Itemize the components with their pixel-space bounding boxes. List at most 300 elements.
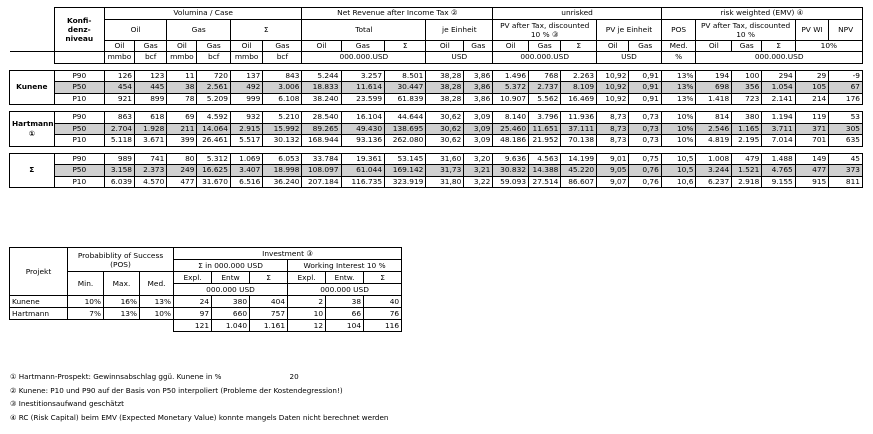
table-cell: 371 <box>795 123 828 135</box>
table-cell: 149 <box>795 153 828 165</box>
unrisked-header: unrisked <box>493 8 662 20</box>
table-cell: 2.546 <box>696 123 732 135</box>
table-cell: 9,01 <box>597 153 629 165</box>
project-name: Kunene <box>10 296 68 308</box>
total-cell: 12 <box>288 320 326 332</box>
table-row <box>10 296 402 308</box>
gas-subheader: Gas <box>732 40 762 52</box>
table-cell: 24 <box>174 296 212 308</box>
table-cell: 8.501 <box>385 70 426 82</box>
table-cell: 176 <box>829 93 863 105</box>
gas-group-header: Gas <box>167 19 231 40</box>
oil-subheader: Oil <box>493 40 529 52</box>
table-cell: 38,28 <box>426 93 464 105</box>
table-cell: 61.839 <box>385 93 426 105</box>
med-subheader: Med. <box>661 40 696 52</box>
table-cell: 70.138 <box>561 135 597 147</box>
confidence-level: P10 <box>54 93 104 105</box>
footnotes <box>10 370 388 424</box>
table-cell: 211 <box>167 123 197 135</box>
table-cell: 0,76 <box>629 176 661 188</box>
confidence-level: P90 <box>54 70 104 82</box>
table-cell: 811 <box>829 176 863 188</box>
table-cell: 126 <box>104 70 134 82</box>
total-cell: 104 <box>326 320 364 332</box>
table-cell: 86.607 <box>561 176 597 188</box>
table-cell: 4.819 <box>696 135 732 147</box>
table-cell: 8.109 <box>561 82 597 94</box>
table-cell: 3,21 <box>464 165 493 177</box>
table-cell: 10 <box>288 308 326 320</box>
total-cell: 1.040 <box>212 320 250 332</box>
oil-subheader: Oil <box>104 40 134 52</box>
table-cell: 15.992 <box>263 123 302 135</box>
footnote-text: ④ RC (Risk Capital) beim EMV (Expected Monetary Value) konnte mangels Daten nicht berechnet werden <box>10 412 389 422</box>
table-cell: 36.240 <box>263 176 302 188</box>
table-cell: 3.671 <box>134 135 166 147</box>
pct10-subheader: 10% <box>795 40 862 52</box>
table-cell: 3.257 <box>341 70 385 82</box>
gas-subheader: Gas <box>464 40 493 52</box>
table-cell: 16.469 <box>561 93 597 105</box>
table-cell: 7% <box>68 308 104 320</box>
table-cell: 863 <box>104 112 134 124</box>
table-cell: 0,91 <box>629 93 661 105</box>
confidence-level: P50 <box>54 82 104 94</box>
table-cell: 48.186 <box>493 135 529 147</box>
table-cell: 1.069 <box>230 153 262 165</box>
sigma-subheader: Σ <box>762 40 795 52</box>
table-cell: 305 <box>829 123 863 135</box>
table-cell: 13% <box>140 296 174 308</box>
table-cell: 26.461 <box>197 135 230 147</box>
table-cell: 2.918 <box>732 176 762 188</box>
table-cell: 10% <box>140 308 174 320</box>
project-name: Hartmann <box>10 308 68 320</box>
table-cell: 2.263 <box>561 70 597 82</box>
sigma-subheader: Σ <box>385 40 426 52</box>
table-cell: 445 <box>134 82 166 94</box>
table-cell: 0,75 <box>629 153 661 165</box>
table-cell: 4.765 <box>762 165 795 177</box>
gas-subheader: Gas <box>263 40 302 52</box>
table-cell: 249 <box>167 165 197 177</box>
total-cell: 1.161 <box>250 320 288 332</box>
table-cell: 477 <box>167 176 197 188</box>
total-header: Total <box>302 19 426 40</box>
table-cell: 6.039 <box>104 176 134 188</box>
pv-wi-header: PV WI <box>795 19 828 40</box>
table-row <box>10 123 863 135</box>
table-cell: 1.928 <box>134 123 166 135</box>
volumina-header: Volumina / Case <box>104 8 302 20</box>
table-row <box>10 165 863 177</box>
projekt-header: Projekt <box>10 248 68 296</box>
unit-bcf: bcf <box>134 52 166 64</box>
max-header: Max. <box>104 272 140 296</box>
table-cell: 207.184 <box>302 176 341 188</box>
table-row <box>10 308 402 320</box>
table-cell: 108.097 <box>302 165 341 177</box>
confidence-level: P90 <box>54 153 104 165</box>
table-cell: 16.625 <box>197 165 230 177</box>
table-cell: 1.008 <box>696 153 732 165</box>
investment-header: Investment ③ <box>174 248 402 260</box>
unit-usd-000: 000.000.USD <box>696 52 863 64</box>
table-cell: 5.209 <box>197 93 230 105</box>
table-cell: 380 <box>732 112 762 124</box>
table-cell: 6.516 <box>230 176 262 188</box>
totals-row <box>10 320 402 332</box>
footnote-text: ③ Inestitionsaufwand geschätzt <box>10 399 124 408</box>
table-cell: 10% <box>68 296 104 308</box>
table-cell: 31,73 <box>426 165 464 177</box>
confidence-level: P10 <box>54 176 104 188</box>
table-cell: 80 <box>167 153 197 165</box>
table-cell: 9,05 <box>597 165 629 177</box>
oil-subheader: Oil <box>426 40 464 52</box>
table-cell: 1.054 <box>762 82 795 94</box>
table-cell: 89.265 <box>302 123 341 135</box>
table-cell: 3.407 <box>230 165 262 177</box>
sigma-header: Σ <box>250 272 288 284</box>
table-cell: 932 <box>230 112 262 124</box>
table-cell: 8,73 <box>597 123 629 135</box>
table-cell: 21.952 <box>529 135 561 147</box>
table-cell: 214 <box>795 93 828 105</box>
table-cell: 2.141 <box>762 93 795 105</box>
table-cell: 294 <box>762 70 795 82</box>
table-cell: 380 <box>212 296 250 308</box>
total-cell: 121 <box>174 320 212 332</box>
table-cell: 10,6 <box>661 176 696 188</box>
table-cell: 23.599 <box>341 93 385 105</box>
table-cell: 1.488 <box>762 153 795 165</box>
table-cell: 10,92 <box>597 70 629 82</box>
table-cell: 138.695 <box>385 123 426 135</box>
table-cell: 6.053 <box>263 153 302 165</box>
working-interest-header: Working Interest 10 % <box>288 260 402 272</box>
unit-bcf: bcf <box>263 52 302 64</box>
oil-subheader: Oil <box>167 40 197 52</box>
expl-header: Expl. <box>174 272 212 284</box>
table-cell: -9 <box>829 70 863 82</box>
table-cell: 989 <box>104 153 134 165</box>
table-cell: 10% <box>661 123 696 135</box>
sigma-header: Σ <box>364 272 402 284</box>
table-cell: 814 <box>696 112 732 124</box>
table-cell: 30.132 <box>263 135 302 147</box>
investment-table-body <box>10 296 402 332</box>
table-cell: 5.372 <box>493 82 529 94</box>
table-cell: 3,86 <box>464 93 493 105</box>
table-cell: 4.592 <box>197 112 230 124</box>
table-cell: 9.636 <box>493 153 529 165</box>
net-revenue-header: Net Revenue after Income Tax ② <box>302 8 493 20</box>
je-einheit-header: je Einheit <box>426 19 493 40</box>
entw-header: Entw <box>212 272 250 284</box>
table-cell: 6.108 <box>263 93 302 105</box>
in-000-header: Σ in 000.000 USD <box>174 260 288 272</box>
table-cell: 18.833 <box>302 82 341 94</box>
table-cell: 13% <box>104 308 140 320</box>
table-cell: 723 <box>732 93 762 105</box>
table-cell: 0,91 <box>629 70 661 82</box>
table-cell: 5.517 <box>230 135 262 147</box>
table-cell: 16.104 <box>341 112 385 124</box>
table-cell: 194 <box>696 70 732 82</box>
table-cell: 29 <box>795 70 828 82</box>
table-cell: 19.361 <box>341 153 385 165</box>
table-cell: 5.244 <box>302 70 341 82</box>
unit-bcf: bcf <box>197 52 230 64</box>
table-cell: 105 <box>795 82 828 94</box>
risk-weighted-header: risk weighted (EMV) ④ <box>661 8 862 20</box>
table-cell: 5.562 <box>529 93 561 105</box>
footnote-text: ① Hartmann-Prospekt: Gewinnsabschlag ggü. Kunene in % <box>10 372 222 381</box>
pv-risked-header: PV after Tax, discounted 10 % <box>696 19 795 40</box>
table-cell: 701 <box>795 135 828 147</box>
table-cell: 10% <box>661 135 696 147</box>
table-cell: 93.136 <box>341 135 385 147</box>
table-cell: 10,5 <box>661 165 696 177</box>
table-row <box>10 112 863 124</box>
table-cell: 999 <box>230 93 262 105</box>
pos-header: POS <box>661 19 696 40</box>
table-cell: 10% <box>661 112 696 124</box>
table-cell: 3.006 <box>263 82 302 94</box>
table-cell: 137 <box>230 70 262 82</box>
table-cell: 100 <box>732 70 762 82</box>
table-cell: 8,73 <box>597 112 629 124</box>
unit-usd-header: 000.000 USD <box>288 284 402 296</box>
table-cell: 492 <box>230 82 262 94</box>
table-cell: 618 <box>134 112 166 124</box>
table-cell: 53 <box>829 112 863 124</box>
table-cell: 3.796 <box>529 112 561 124</box>
unit-usd-000: 000.000.USD <box>302 52 426 64</box>
sigma-subheader: Σ <box>561 40 597 52</box>
min-header: Min. <box>68 272 104 296</box>
table-cell: 45 <box>829 153 863 165</box>
table-cell: 3.244 <box>696 165 732 177</box>
footnote <box>10 370 388 384</box>
footnote <box>10 411 388 425</box>
table-cell: 3.711 <box>762 123 795 135</box>
table-cell: 38.240 <box>302 93 341 105</box>
table-cell: 3,09 <box>464 123 493 135</box>
table-cell: 9.155 <box>762 176 795 188</box>
table-cell: 0,73 <box>629 123 661 135</box>
table-cell: 9,07 <box>597 176 629 188</box>
table-cell: 33.784 <box>302 153 341 165</box>
entw-header: Entw. <box>326 272 364 284</box>
table-cell: 0,73 <box>629 135 661 147</box>
confidence-level: P50 <box>54 165 104 177</box>
confidence-level: P10 <box>54 135 104 147</box>
table-cell: 404 <box>250 296 288 308</box>
unit-usd-000: 000.000.USD <box>493 52 597 64</box>
table-cell: 11.614 <box>341 82 385 94</box>
table-cell: 13% <box>661 82 696 94</box>
table-cell: 635 <box>829 135 863 147</box>
project-name: Hartmann ① <box>10 112 55 147</box>
table-cell: 30,62 <box>426 135 464 147</box>
table-cell: 53.145 <box>385 153 426 165</box>
table-cell: 69 <box>167 112 197 124</box>
pv-unrisked-header: PV after Tax, discounted 10 % ③ <box>493 19 597 40</box>
table-cell: 38 <box>326 296 364 308</box>
unit-usd: USD <box>597 52 662 64</box>
table-cell: 2.737 <box>529 82 561 94</box>
table-cell: 843 <box>263 70 302 82</box>
investment-table <box>9 247 402 332</box>
table-row <box>10 135 863 147</box>
table-cell: 3,20 <box>464 153 493 165</box>
table-cell: 1.521 <box>732 165 762 177</box>
table-cell: 0,76 <box>629 165 661 177</box>
table-cell: 2.373 <box>134 165 166 177</box>
oil-subheader: Oil <box>597 40 629 52</box>
table-cell: 40 <box>364 296 402 308</box>
main-table-body <box>10 63 863 188</box>
table-cell: 30,62 <box>426 123 464 135</box>
table-cell: 3,09 <box>464 135 493 147</box>
konfidenz-header: Konfi-denz-niveau <box>54 8 104 52</box>
table-cell: 10,5 <box>661 153 696 165</box>
table-cell: 2.915 <box>230 123 262 135</box>
table-cell: 31,80 <box>426 176 464 188</box>
table-cell: 11 <box>167 70 197 82</box>
table-cell: 18.998 <box>263 165 302 177</box>
med-header: Med. <box>140 272 174 296</box>
table-cell: 3,86 <box>464 70 493 82</box>
table-cell: 169.142 <box>385 165 426 177</box>
table-cell: 4.563 <box>529 153 561 165</box>
pos-header: Probabiblity of Success (POS) <box>68 248 174 272</box>
table-cell: 59.093 <box>493 176 529 188</box>
table-cell: 698 <box>696 82 732 94</box>
table-cell: 720 <box>197 70 230 82</box>
unit-pct: % <box>661 52 696 64</box>
table-cell: 0,91 <box>629 82 661 94</box>
table-cell: 3.158 <box>104 165 134 177</box>
table-cell: 14.064 <box>197 123 230 135</box>
project-name: Σ <box>10 153 55 188</box>
table-cell: 123 <box>134 70 166 82</box>
table-cell: 66 <box>326 308 364 320</box>
gas-subheader: Gas <box>629 40 661 52</box>
table-cell: 67 <box>829 82 863 94</box>
table-cell: 76 <box>364 308 402 320</box>
table-cell: 899 <box>134 93 166 105</box>
table-cell: 44.644 <box>385 112 426 124</box>
table-cell: 915 <box>795 176 828 188</box>
table-cell: 97 <box>174 308 212 320</box>
project-name: Kunene <box>10 70 55 105</box>
table-cell: 11.651 <box>529 123 561 135</box>
table-cell: 13% <box>661 70 696 82</box>
footnote-value: 20 <box>289 372 299 381</box>
table-cell: 2 <box>288 296 326 308</box>
sigma-group-header: Σ <box>230 19 302 40</box>
table-cell: 2.561 <box>197 82 230 94</box>
table-cell: 1.418 <box>696 93 732 105</box>
table-cell: 660 <box>212 308 250 320</box>
table-cell: 757 <box>250 308 288 320</box>
table-row <box>10 153 863 165</box>
table-cell: 1.194 <box>762 112 795 124</box>
confidence-level: P90 <box>54 112 104 124</box>
table-cell: 3,86 <box>464 82 493 94</box>
table-cell: 373 <box>829 165 863 177</box>
table-cell: 921 <box>104 93 134 105</box>
table-cell: 38,28 <box>426 82 464 94</box>
table-cell: 2.704 <box>104 123 134 135</box>
total-cell: 116 <box>364 320 402 332</box>
footnote-text: ② Kunene: P10 und P90 auf der Basis von P50 interpoliert (Probleme der Kostendegression!) <box>10 385 343 395</box>
table-row <box>10 82 863 94</box>
table-cell: 31.670 <box>197 176 230 188</box>
unit-usd: USD <box>426 52 493 64</box>
table-cell: 768 <box>529 70 561 82</box>
unit-mmbo: mmbo <box>104 52 134 64</box>
main-table <box>9 7 863 188</box>
table-cell: 38,28 <box>426 70 464 82</box>
gas-subheader: Gas <box>197 40 230 52</box>
gas-subheader: Gas <box>341 40 385 52</box>
table-cell: 5.210 <box>263 112 302 124</box>
oil-group-header: Oil <box>104 19 166 40</box>
table-cell: 30.832 <box>493 165 529 177</box>
unit-mmbo: mmbo <box>230 52 262 64</box>
table-cell: 11.936 <box>561 112 597 124</box>
table-cell: 10.907 <box>493 93 529 105</box>
table-cell: 0,73 <box>629 112 661 124</box>
table-cell: 399 <box>167 135 197 147</box>
table-cell: 119 <box>795 112 828 124</box>
table-cell: 3,22 <box>464 176 493 188</box>
main-table-header <box>10 8 863 64</box>
table-row <box>10 93 863 105</box>
table-row <box>10 176 863 188</box>
table-cell: 28.540 <box>302 112 341 124</box>
pv-je-einheit-header: PV je Einheit <box>597 19 662 40</box>
footnote <box>10 384 388 398</box>
table-cell: 479 <box>732 153 762 165</box>
table-cell: 5.312 <box>197 153 230 165</box>
table-cell: 37.111 <box>561 123 597 135</box>
table-cell: 168.944 <box>302 135 341 147</box>
table-cell: 13% <box>661 93 696 105</box>
table-cell: 30.447 <box>385 82 426 94</box>
table-cell: 454 <box>104 82 134 94</box>
table-cell: 25.460 <box>493 123 529 135</box>
table-cell: 4.570 <box>134 176 166 188</box>
table-cell: 3,09 <box>464 112 493 124</box>
table-cell: 61.044 <box>341 165 385 177</box>
table-cell: 8,73 <box>597 135 629 147</box>
unit-usd-header: 000.000 USD <box>174 284 288 296</box>
table-cell: 8.140 <box>493 112 529 124</box>
table-cell: 1.496 <box>493 70 529 82</box>
npv-header: NPV <box>829 19 863 40</box>
oil-subheader: Oil <box>230 40 262 52</box>
table-cell: 7.014 <box>762 135 795 147</box>
oil-subheader: Oil <box>302 40 341 52</box>
table-cell: 27.514 <box>529 176 561 188</box>
table-cell: 116.735 <box>341 176 385 188</box>
